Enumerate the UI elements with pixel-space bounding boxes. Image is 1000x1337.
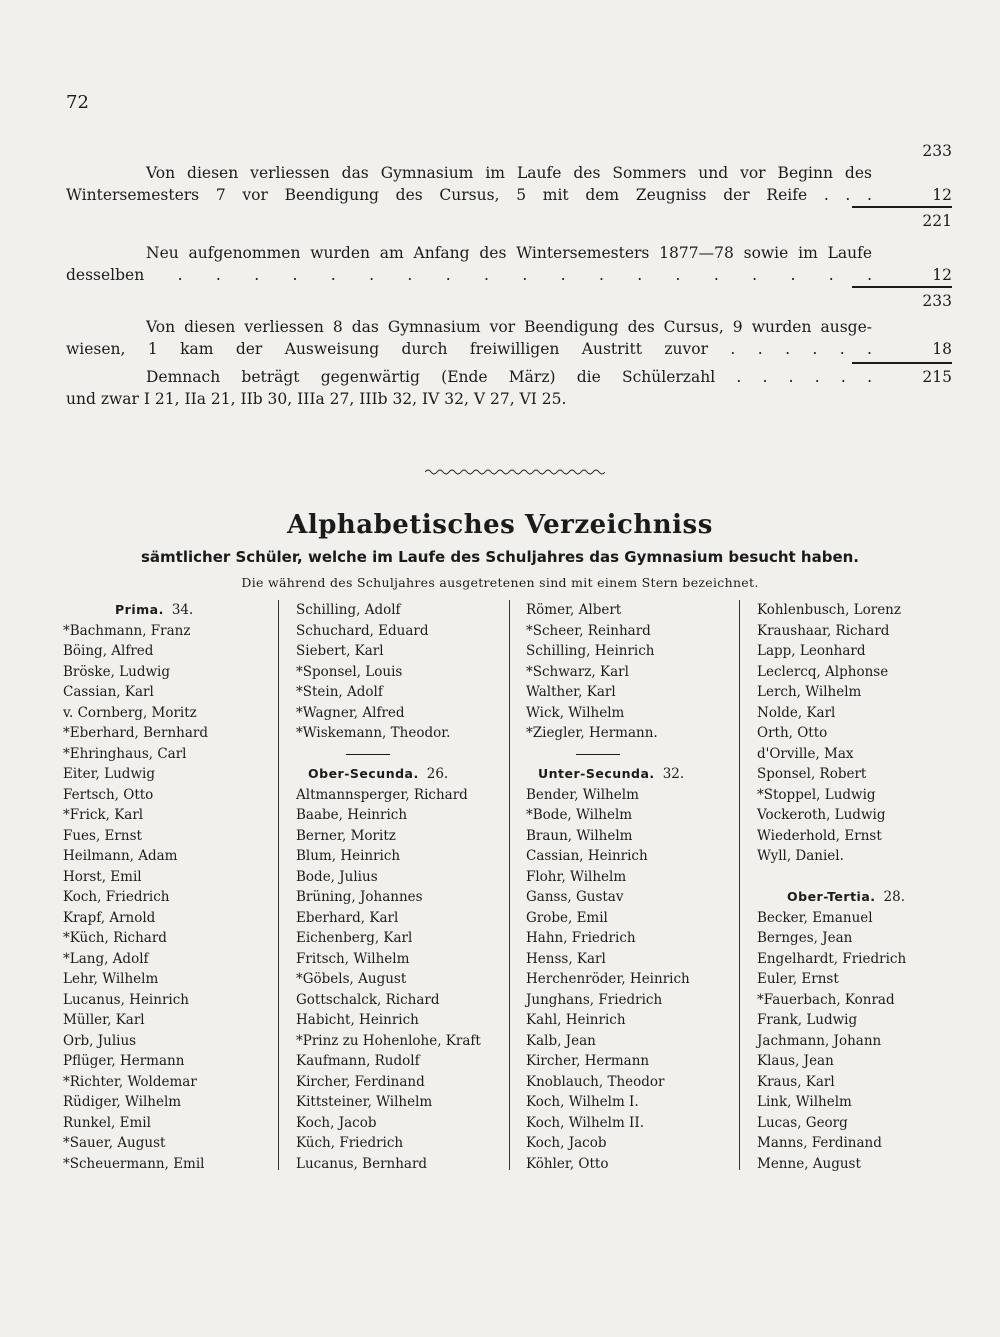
student-name: Müller, Karl xyxy=(63,1012,145,1028)
student-name: Römer, Albert xyxy=(526,602,622,618)
page-note: Die während des Schuljahres ausgetretenen sind mit einem Stern bezeichnet. xyxy=(241,575,759,590)
student-name: Koch, Friedrich xyxy=(63,889,170,905)
student-name: Hahn, Friedrich xyxy=(526,930,636,946)
student-name: Kalb, Jean xyxy=(526,1032,596,1049)
student-name: Bender, Wilhelm xyxy=(526,786,639,803)
stats-row xyxy=(66,366,952,388)
wavy-divider xyxy=(425,466,605,478)
student-name: Koch, Jacob xyxy=(296,1114,377,1131)
student-name: Kraus, Karl xyxy=(757,1073,835,1090)
student-name: *Fauerbach, Konrad xyxy=(757,991,895,1008)
student-name: *Lang, Adolf xyxy=(63,950,149,967)
page-number: 72 xyxy=(66,92,89,113)
top-total: 233 xyxy=(922,142,952,160)
student-name: Kaufmann, Rudolf xyxy=(296,1053,420,1069)
student-name: Wiederhold, Ernst xyxy=(757,827,882,844)
student-name: Flohr, Wilhelm xyxy=(526,868,627,885)
student-name: Bröske, Ludwig xyxy=(63,663,170,680)
class-heading xyxy=(63,600,293,621)
stats-text: Wintersemesters 7 vor Beendigung des Cursus, 5 mit dem Zeugniss der Reife . . . xyxy=(66,186,872,204)
student-name: Nolde, Karl xyxy=(757,704,836,721)
stats-text: Von diesen verliessen das Gymnasium im Laufe des Sommers und vor Beginn des xyxy=(146,164,872,182)
student-name: Kohlenbusch, Lorenz xyxy=(757,602,901,618)
student-name: *Sponsel, Louis xyxy=(296,663,403,680)
student-name: *Göbels, August xyxy=(296,971,407,987)
student-name: v. Cornberg, Moritz xyxy=(63,704,197,721)
class-count: 26. xyxy=(426,766,449,782)
stats-number: 12 xyxy=(932,266,952,284)
blank-line xyxy=(757,867,987,888)
student-name: *Wiskemann, Theodor. xyxy=(296,725,451,741)
name-column xyxy=(757,600,987,1174)
stats-row xyxy=(66,290,952,312)
student-name: Kittsteiner, Wilhelm xyxy=(296,1094,433,1110)
student-name: Schilling, Adolf xyxy=(296,602,401,618)
stats-row xyxy=(66,162,952,184)
student-name: Manns, Ferdinand xyxy=(757,1135,882,1151)
student-name: Fertsch, Otto xyxy=(63,786,154,803)
student-name: Lucanus, Heinrich xyxy=(63,991,189,1008)
subtotal: 233 xyxy=(922,292,952,310)
name-column xyxy=(526,600,756,1174)
subtotal: 221 xyxy=(922,212,952,230)
stats-text: wiesen, 1 kam der Ausweisung durch freiwilligen Austritt zuvor . . . . . . xyxy=(66,340,872,358)
student-name: Bode, Julius xyxy=(296,868,378,885)
student-name: Herchenröder, Heinrich xyxy=(526,971,690,987)
student-name: *Eberhard, Bernhard xyxy=(63,725,209,741)
sum-rule xyxy=(852,286,952,288)
student-name: Cassian, Karl xyxy=(63,684,154,700)
student-name: Horst, Emil xyxy=(63,868,142,885)
student-name: Kraushaar, Richard xyxy=(757,622,890,639)
student-name: Walther, Karl xyxy=(526,684,616,700)
student-name: *Bachmann, Franz xyxy=(63,622,191,639)
student-name: *Frick, Karl xyxy=(63,807,144,823)
class-heading xyxy=(296,764,526,785)
student-name: Cassian, Heinrich xyxy=(526,848,648,864)
class-heading xyxy=(526,764,756,785)
stats-text: desselben . . . . . . . . . . . . . . . . . . . xyxy=(66,266,872,284)
student-name: Braun, Wilhelm xyxy=(526,827,633,844)
student-name: Koch, Wilhelm I. xyxy=(526,1094,639,1110)
student-name: Orth, Otto xyxy=(757,725,828,741)
class-name: Ober-Tertia. xyxy=(787,889,876,904)
student-name: *Stoppel, Ludwig xyxy=(757,786,876,803)
class-count: 28. xyxy=(883,889,906,905)
class-count: 34. xyxy=(171,602,194,618)
student-name: *Wagner, Alfred xyxy=(296,704,405,721)
student-name: Siebert, Karl xyxy=(296,643,384,659)
student-name: Fues, Ernst xyxy=(63,827,142,844)
student-name: *Ehringhaus, Carl xyxy=(63,745,187,762)
stats-row xyxy=(66,316,952,338)
stats-row xyxy=(66,388,952,410)
student-name: Lapp, Leonhard xyxy=(757,643,866,659)
student-name: Orb, Julius xyxy=(63,1032,137,1049)
class-counts: und zwar I 21, IIa 21, IIb 30, IIIa 27, IIIb 32, IV 32, V 27, VI 25. xyxy=(66,390,567,408)
student-name: Kahl, Heinrich xyxy=(526,1012,626,1028)
section-separator xyxy=(526,744,756,765)
student-name: Frank, Ludwig xyxy=(757,1012,858,1028)
student-name: Altmannsperger, Richard xyxy=(296,786,468,803)
student-name: Kircher, Hermann xyxy=(526,1053,650,1069)
student-name: Wyll, Daniel. xyxy=(757,848,844,864)
student-name: Berner, Moritz xyxy=(296,827,396,844)
student-name: Heilmann, Adam xyxy=(63,848,178,864)
stats-number: 18 xyxy=(932,340,952,358)
name-column xyxy=(296,600,526,1174)
stats-text: Neu aufgenommen wurden am Anfang des Wintersemesters 1877—78 sowie im Laufe xyxy=(146,244,872,262)
student-name: Kircher, Ferdinand xyxy=(296,1073,425,1090)
student-name: Menne, August xyxy=(757,1155,861,1172)
student-name: Böing, Alfred xyxy=(63,643,154,659)
student-name: Blum, Heinrich xyxy=(296,848,401,864)
student-name: Eichenberg, Karl xyxy=(296,930,413,946)
student-name: Brüning, Johannes xyxy=(296,889,423,905)
student-name: Engelhardt, Friedrich xyxy=(757,950,907,967)
student-name: Jachmann, Johann xyxy=(757,1032,882,1049)
name-column xyxy=(63,600,293,1174)
student-name: *Scheuermann, Emil xyxy=(63,1155,205,1172)
section-separator xyxy=(296,744,526,765)
student-name: Ganss, Gustav xyxy=(526,889,624,905)
student-name: Habicht, Heinrich xyxy=(296,1012,419,1028)
student-name: Leclercq, Alphonse xyxy=(757,663,889,680)
student-name: Klaus, Jean xyxy=(757,1053,834,1069)
stats-row xyxy=(66,338,952,360)
student-name: *Ziegler, Hermann. xyxy=(526,725,658,741)
student-name: *Stein, Adolf xyxy=(296,684,383,700)
student-name: Henss, Karl xyxy=(526,950,606,967)
student-name: Lerch, Wilhelm xyxy=(757,684,862,700)
student-statistics xyxy=(66,140,952,410)
stats-row xyxy=(66,184,952,206)
student-name: Link, Wilhelm xyxy=(757,1094,852,1110)
student-name: Eiter, Ludwig xyxy=(63,766,155,782)
student-name: Baabe, Heinrich xyxy=(296,807,408,823)
stats-number: 215 xyxy=(922,368,952,386)
class-count: 32. xyxy=(662,766,685,782)
class-name: Ober-Secunda. xyxy=(308,766,419,781)
student-name: Wick, Wilhelm xyxy=(526,704,625,721)
student-name: Gottschalck, Richard xyxy=(296,991,440,1008)
page-subtitle: sämtlicher Schüler, welche im Laufe des Schuljahres das Gymnasium besucht haben. xyxy=(140,548,859,566)
sum-rule xyxy=(852,206,952,208)
student-name: Lucanus, Bernhard xyxy=(296,1155,428,1172)
student-name: Fritsch, Wilhelm xyxy=(296,950,410,967)
student-name: *Sauer, August xyxy=(63,1135,166,1151)
student-name: *Prinz zu Hohenlohe, Kraft xyxy=(296,1032,481,1049)
student-name: Schilling, Heinrich xyxy=(526,643,655,659)
stats-row xyxy=(66,242,952,264)
student-name: Junghans, Friedrich xyxy=(526,991,663,1008)
page-title: Alphabetisches Verzeichniss xyxy=(287,510,713,540)
student-name: Sponsel, Robert xyxy=(757,766,867,782)
sum-rule xyxy=(852,362,952,364)
class-name: Unter-Secunda. xyxy=(538,766,655,781)
student-name: Koch, Wilhelm II. xyxy=(526,1114,645,1131)
student-name: Rüdiger, Wilhelm xyxy=(63,1094,182,1110)
student-name: *Schwarz, Karl xyxy=(526,663,629,680)
stats-number: 12 xyxy=(932,186,952,204)
class-name: Prima. xyxy=(115,602,164,617)
student-name: Lehr, Wilhelm xyxy=(63,971,159,987)
student-name: Bernges, Jean xyxy=(757,930,853,946)
student-name: Krapf, Arnold xyxy=(63,909,156,926)
student-name: Knoblauch, Theodor xyxy=(526,1073,665,1090)
student-name: Koch, Jacob xyxy=(526,1135,607,1151)
student-name: d'Orville, Max xyxy=(757,745,854,762)
stats-text: Demnach beträgt gegenwärtig (Ende März) die Schülerzahl . . . . . . xyxy=(146,368,872,386)
student-name: Euler, Ernst xyxy=(757,971,839,987)
student-name: *Scheer, Reinhard xyxy=(526,622,651,639)
stats-text: Von diesen verliessen 8 das Gymnasium vor Beendigung des Cursus, 9 wurden ausge- xyxy=(146,318,872,336)
student-name: Vockeroth, Ludwig xyxy=(757,807,886,823)
student-name: Köhler, Otto xyxy=(526,1155,609,1172)
class-heading xyxy=(757,887,987,908)
student-list xyxy=(0,600,1000,1180)
student-name: Schuchard, Eduard xyxy=(296,622,429,639)
stats-row xyxy=(66,210,952,232)
student-name: Becker, Emanuel xyxy=(757,909,873,926)
stats-row xyxy=(66,264,952,286)
stats-row xyxy=(66,140,952,162)
student-name: *Richter, Woldemar xyxy=(63,1073,197,1090)
student-name: Pflüger, Hermann xyxy=(63,1053,185,1069)
student-name: Lucas, Georg xyxy=(757,1114,848,1131)
student-name: Eberhard, Karl xyxy=(296,909,399,926)
student-name: *Küch, Richard xyxy=(63,930,167,946)
student-name: *Bode, Wilhelm xyxy=(526,807,633,823)
student-name: Runkel, Emil xyxy=(63,1114,151,1131)
student-name: Grobe, Emil xyxy=(526,909,608,926)
student-name: Küch, Friedrich xyxy=(296,1135,404,1151)
